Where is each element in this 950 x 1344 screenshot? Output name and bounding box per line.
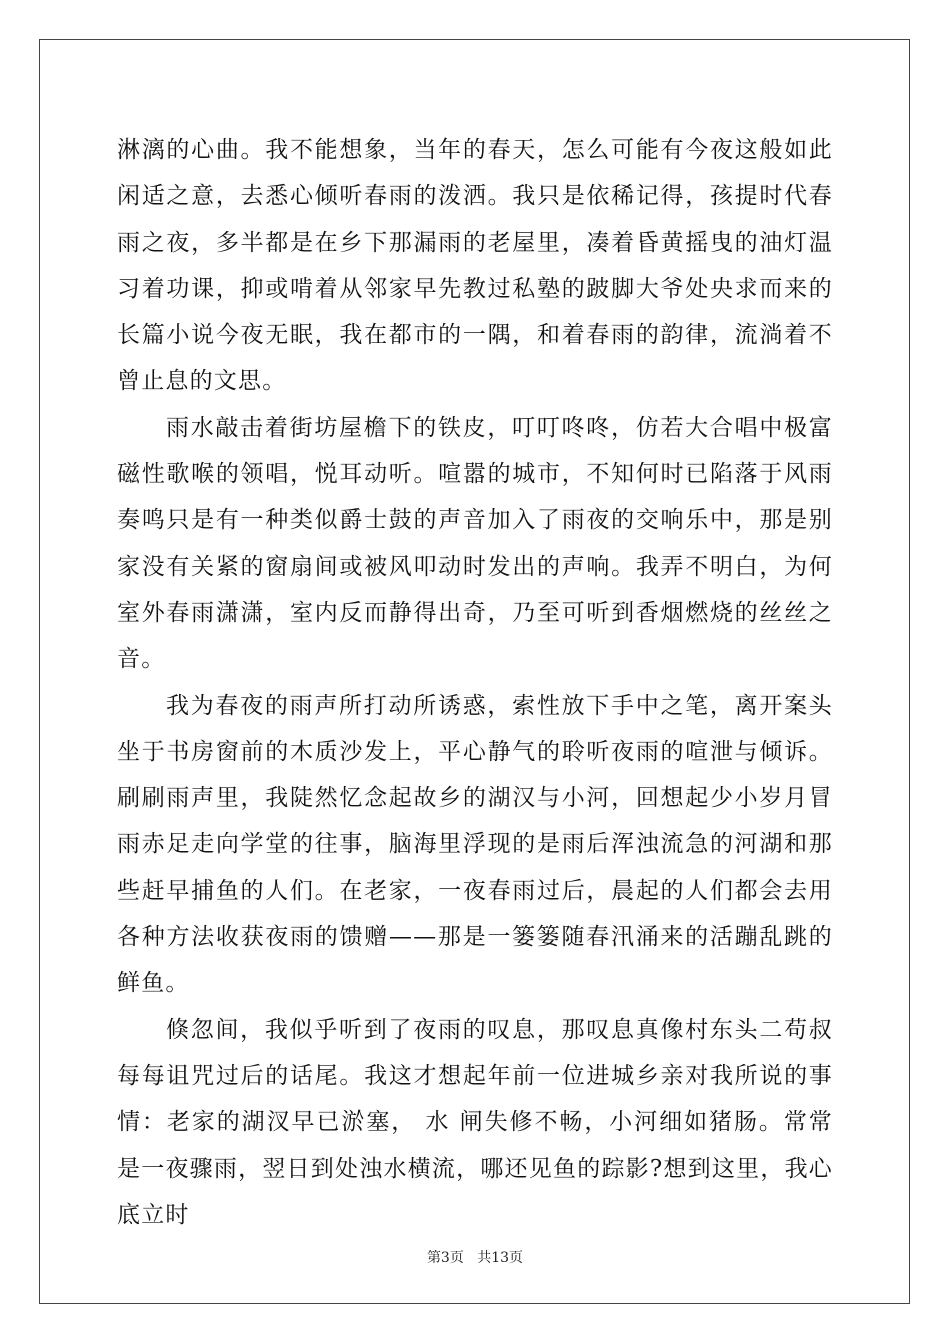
document-body [117, 127, 833, 1238]
paragraph-1: 淋漓的心曲。我不能想象，当年的春天，怎么可能有今夜这般如此闲适之意，去悉心倾听春雨的泼洒。我只是依稀记得，孩提时代春雨之夜，多半都是在乡下那漏雨的老屋里，凑着昏黄摇曳的油灯温习着功课，抑或啃着从邻家早先教过私塾的跛脚大爷处央求而来的长篇小说今夜无眠，我在都市的一隅，和着春雨的韵律，流淌着不曾止息的文思。 [117, 137, 833, 395]
paragraph-2: 雨水敲击着街坊屋檐下的铁皮，叮叮咚咚，仿若大合唱中极富磁性歌喉的领唱，悦耳动听。喧嚣的城市，不知何时已陷落于风雨奏鸣只是有一种类似爵士鼓的声音加入了雨夜的交响乐中，那是别家没有关紧的窗扇间或被风叩动时发出的声响。我弄不明白，为何室外春雨潇潇，室内反而静得出奇，乃至可听到香烟燃烧的丝丝之音。 [117, 414, 833, 673]
paragraph-4: 倏忽间，我似乎听到了夜雨的叹息，那叹息真像村东头二苟叔每每诅咒过后的话尾。我这才想起年前一位进城乡亲对我所说的事情：老家的湖汊早已淤塞， 水 闸失修不畅，小河细如猪肠。常常是一夜骤雨，翌日到处浊水横流，哪还见鱼的踪影?想到这里，我心底立时 [117, 1016, 833, 1228]
page-total: 共13页 [477, 1250, 524, 1266]
page-number: 第3页 [426, 1250, 464, 1266]
paragraph-3: 我为春夜的雨声所打动所诱惑，索性放下手中之笔，离开案头坐于书房窗前的木质沙发上，平心静气的聆听夜雨的喧泄与倾诉。刷刷雨声里，我陡然忆念起故乡的湖汉与小河，回想起少小岁月冒雨赤足走向学堂的往事，脑海里浮现的是雨后浑浊流急的河湖和那些赶早捕鱼的人们。在老家，一夜春雨过后，晨起的人们都会去用各种方法收获夜雨的馈赠——那是一篓篓随春汛涌来的活蹦乱跳的鲜鱼。 [117, 692, 833, 997]
page-footer [0, 1247, 950, 1267]
